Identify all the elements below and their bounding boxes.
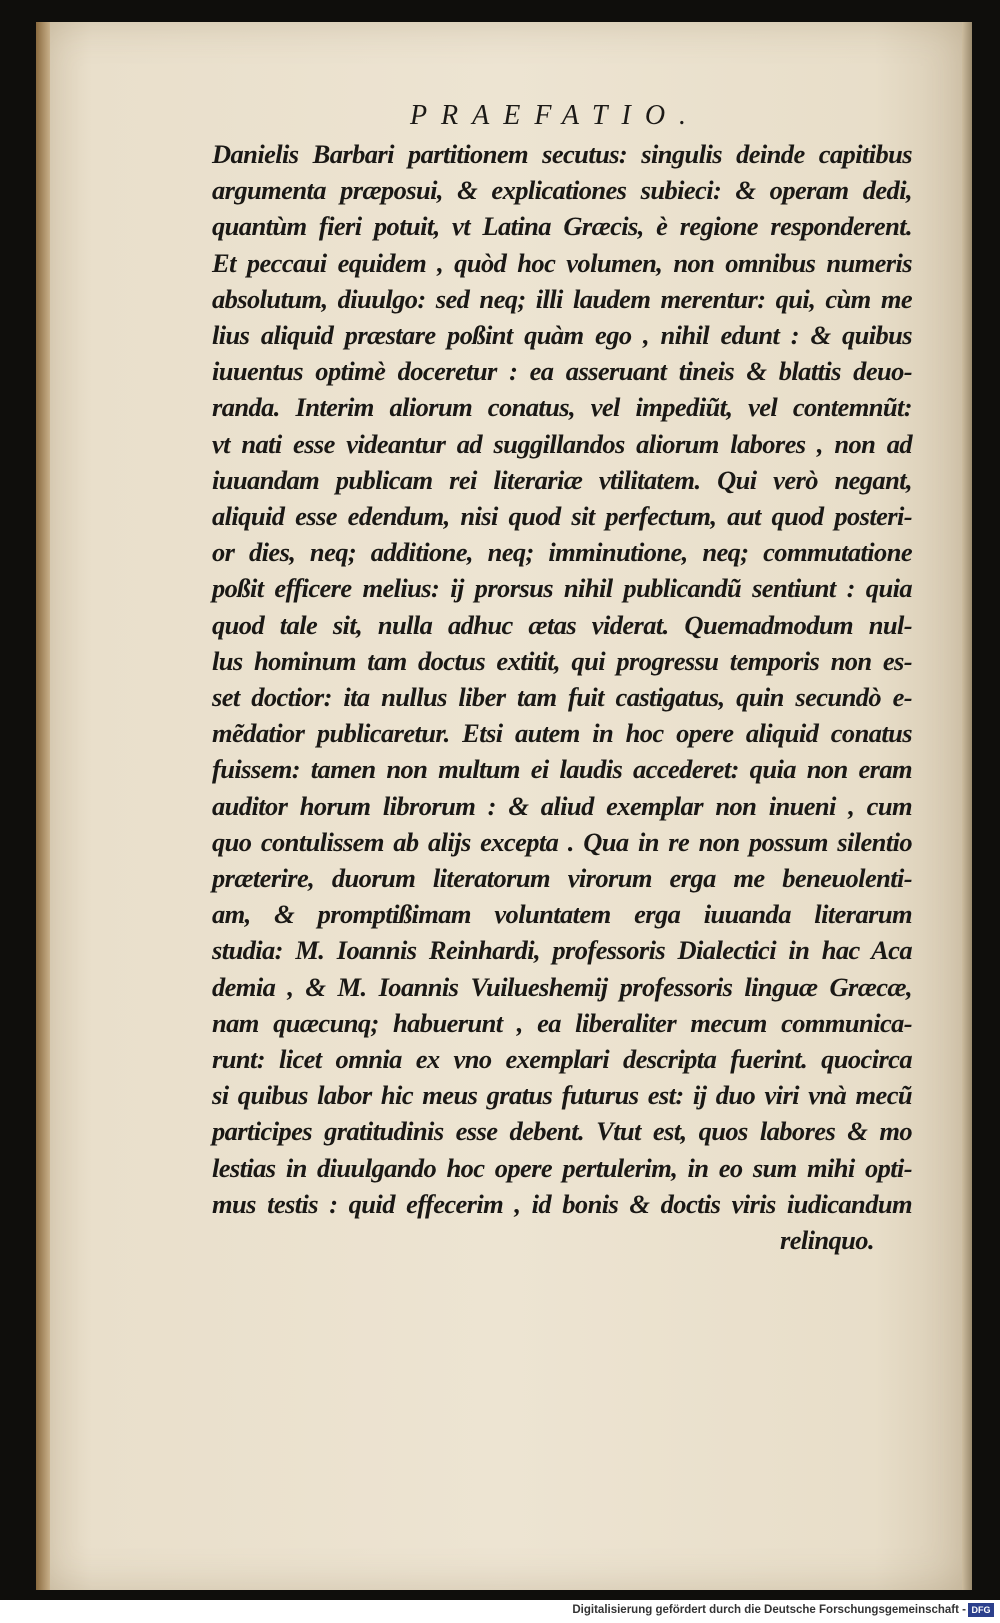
text-line: quantùm fieri potuit, vt Latina Græcis, è regione responderent. [212, 211, 912, 242]
text-line: vt nati esse videantur ad suggillandos aliorum labores , non ad [212, 428, 912, 459]
text-line: Et peccaui equidem , quòd hoc volumen, non omnibus numeris [212, 247, 912, 278]
text-line: iuuentus optimè doceretur : ea asseruant tineis & blattis deuo- [212, 356, 912, 387]
text-line: nam quæcunq; habuerunt , ea liberaliter mecum communica- [212, 1007, 912, 1038]
text-line: Danielis Barbari partitionem secutus: singulis deinde capitibus [212, 139, 912, 169]
text-line: aliquid esse edendum, nisi quod sit perfectum, aut quod posteri- [212, 501, 912, 532]
text-line: absolutum, diuulgo: sed neq; illi laudem merentur: qui, cùm me [212, 283, 912, 314]
text-line: or dies, neq; additione, neq; imminutione, neq; commutatione [212, 537, 912, 568]
text-line: participes gratitudinis esse debent. Vtut est, quos labores & mo [212, 1116, 912, 1147]
text-line: argumenta præposui, & explicationes subieci: & operam dedi, [212, 175, 912, 206]
text-line: demia , & M. Ioannis Vuilueshemij professoris linguæ Græcæ, [212, 971, 912, 1002]
text-line: si quibus labor hic meus gratus futurus est: ij duo viri vnà mecũ [212, 1080, 912, 1111]
text-line-final: relinquo. [779, 1225, 874, 1256]
text-line: iuuandam publicam rei literariæ vtilitatem. Qui verò negant, [212, 464, 912, 495]
text-line: am, & promptißimam voluntatem erga iuuanda literarum [212, 899, 912, 930]
text-line: mus testis : quid effecerim , id bonis & doctis viris iudicandum [212, 1188, 912, 1219]
text-line: quod tale sit, nulla adhuc ætas viderat. Quemadmodum nul- [212, 609, 912, 640]
text-line: fuissem: tamen non multum ei laudis accederet: quia non eram [212, 754, 912, 785]
text-line: lius aliquid præstare poßint quàm ego , nihil edunt : & quibus [212, 320, 912, 351]
text-line: lestias in diuulgando hoc opere pertulerim, in eo sum mihi opti- [212, 1152, 912, 1183]
page-fore-edge [962, 22, 972, 1590]
text-line: auditor horum librorum : & aliud exemplar non inueni , cum [212, 790, 912, 821]
dfg-logo-icon: DFG [968, 1603, 994, 1617]
text-line: quo contulissem ab alijs excepta . Qua in re non possum silentio [212, 826, 912, 857]
text-line: poßit efficere melius: ij prorsus nihil publicandũ sentiunt : quia [212, 573, 912, 604]
digitization-credit: Digitalisierung gefördert durch die Deutsche Forschungsgemeinschaft - [572, 1604, 966, 1616]
text-line: mẽdatior publicaretur. Etsi autem in hoc opere aliquid conatus [212, 718, 912, 749]
text-line: lus hominum tam doctus extitit, qui progressu temporis non es- [212, 645, 912, 676]
text-line: studia: M. Ioannis Reinhardi, professoris Dialectici in hac Aca [212, 935, 912, 966]
running-head: PRAEFATIO. [409, 100, 701, 131]
text-line: runt: licet omnia ex vno exemplari descripta fuerint. quocirca [212, 1044, 912, 1075]
page-gutter-edge [36, 22, 50, 1590]
preface-text [212, 136, 912, 1258]
text-line: randa. Interim aliorum conatus, vel impediũt, vel contemnũt: [212, 392, 912, 423]
text-line: præterire, duorum literatorum virorum erga me beneuolenti- [212, 863, 912, 894]
text-line: set doctior: ita nullus liber tam fuit castigatus, quin secundò e- [212, 682, 912, 713]
